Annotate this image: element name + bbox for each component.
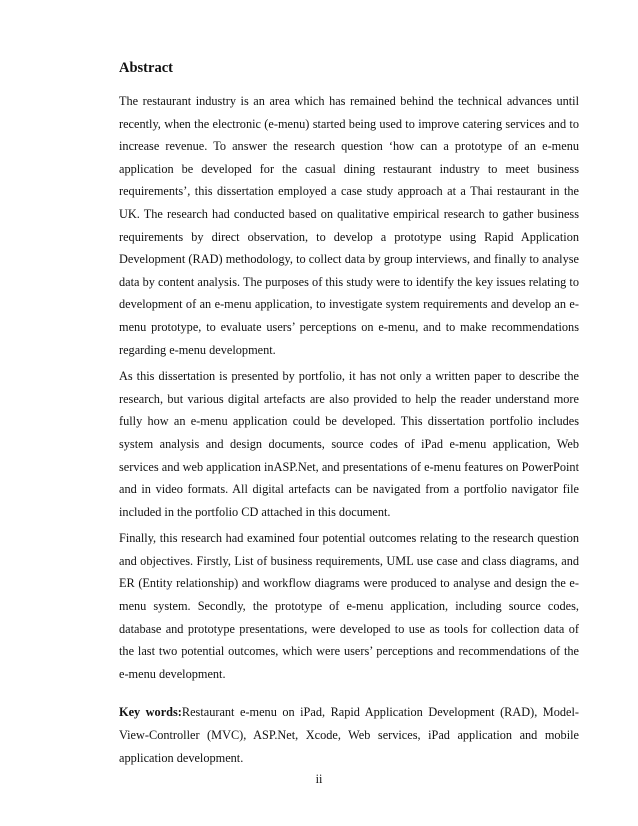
keywords-paragraph (119, 701, 579, 769)
abstract-heading: Abstract (119, 60, 173, 76)
page-number: ii (315, 772, 323, 786)
document-page (119, 58, 579, 773)
abstract-paragraph-3: Finally, this research had examined four potential outcomes relating to the research question and objectives. Firstly, List of business requirements, UML use case and class diagrams, and ER (Entity relationship) and workflow diagrams were produced to analyse and design the e-menu system. Secondly, the prototype of e-menu application, including source codes, database and prototype presentations, were developed to use as tools for collection data of the last two potential outcomes, which were users’ perceptions and recommendations of the e-menu development. (119, 531, 579, 681)
keywords-text: Restaurant e-menu on iPad, Rapid Application Development (RAD), Model-View-Controller (MVC), ASP.Net, Xcode, Web services, iPad application and mobile application development. (119, 705, 580, 765)
keywords-label: Key words: (119, 705, 182, 720)
abstract-paragraph-1: The restaurant industry is an area which has remained behind the technical advances until recently, when the electronic (e-menu) started being used to improve catering services and to increase revenue. To answer the research question ‘how can a prototype of an e-menu application be developed for the casual dining restaurant industry to meet business requirements’, this dissertation employed a case study approach at a Thai restaurant in the UK. The research had conducted based on qualitative empirical research to gather business requirements by direct observation, to develop a prototype using Rapid Application Development (RAD) methodology, to collect data by group interviews, and finally to analyse data by content analysis. The purposes of this study were to identify the key issues relating to development of an e-menu application, to investigate system requirements and develop an e-menu prototype, to evaluate users’ perceptions on e-menu, and to make recommendations regarding e-menu development. (119, 94, 579, 357)
abstract-paragraph-2: As this dissertation is presented by portfolio, it has not only a written paper to describe the research, but various digital artefacts are also provided to help the reader understand more fully how an e-menu application could be developed. This dissertation portfolio includes system analysis and design documents, source codes of iPad e-menu application, Web services and web application inASP.Net, and presentations of e-menu features on PowerPoint and in video formats. All digital artefacts can be navigated from a portfolio navigator file included in the portfolio CD attached in this document. (119, 369, 579, 519)
